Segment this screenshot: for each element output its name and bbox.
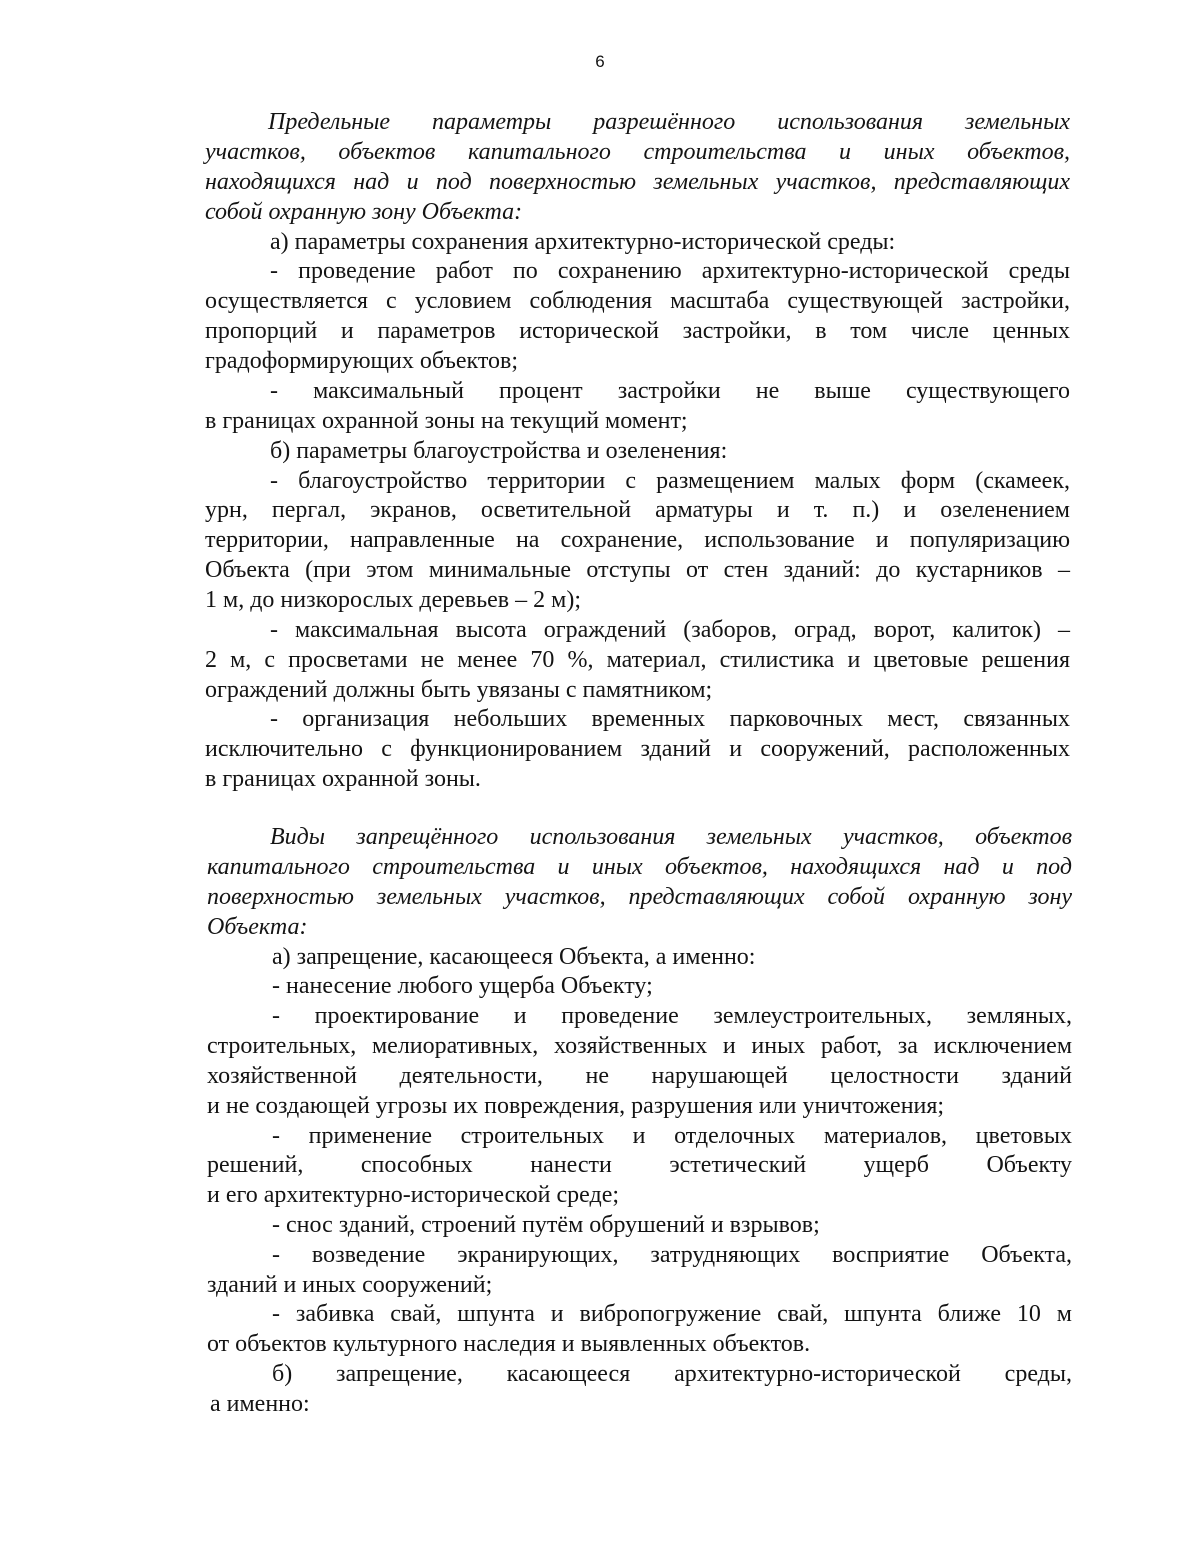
section1-text-line: территории, направленные на сохранение, использование и популяризацию [205,527,1070,553]
section1-text-line: 1 м, до низкорослых деревьев – 2 м); [205,587,581,613]
section1-text-line: ограждений должны быть увязаны с памятником; [205,677,713,703]
section1-text-line: исключительно с функционированием зданий и сооружений, расположенных [205,736,1070,762]
section2-text-line: б) запрещение, касающееся архитектурно-исторической среды, [272,1361,1072,1387]
section2-text-line: - снос зданий, строений путём обрушений и взрывов; [272,1212,820,1238]
section2-heading-line: капитального строительства и иных объектов, находящихся над и под [207,854,1072,880]
section2-text-line: и его архитектурно-исторической среде; [207,1182,620,1208]
section1-heading-line: собой охранную зону Объекта: [205,199,523,225]
section2-text-line: хозяйственной деятельности, не нарушающей целостности зданий [207,1063,1072,1089]
section2-text-line: - проектирование и проведение землеустроительных, земляных, [272,1003,1072,1029]
section1-text-line: - благоустройство территории с размещением малых форм (скамеек, [270,468,1070,494]
section2-text-line: и не создающей угрозы их повреждения, разрушения или уничтожения; [207,1093,945,1119]
section2-text-line: а именно: [210,1391,310,1417]
section1-text-line: а) параметры сохранения архитектурно-исторической среды: [270,229,896,255]
section2-text-line: - применение строительных и отделочных материалов, цветовых [272,1123,1072,1149]
section1-text-line: Объекта (при этом минимальные отступы от стен зданий: до кустарников – [205,557,1070,583]
section2-text-line: - нанесение любого ущерба Объекту; [272,973,653,999]
page-number: 6 [595,52,605,71]
section2-text-line: а) запрещение, касающееся Объекта, а именно: [272,944,756,970]
section2-text-line: - забивка свай, шпунта и вибропогружение свай, шпунта ближе 10 м [272,1301,1072,1327]
section2-text-line: - возведение экранирующих, затрудняющих восприятие Объекта, [272,1242,1072,1268]
section1-text-line: - организация небольших временных парковочных мест, связанных [270,706,1070,732]
section2-heading-line: Объекта: [207,914,308,940]
section1-text-line: - проведение работ по сохранению архитектурно-исторической среды [270,258,1070,284]
section1-text-line: в границах охранной зоны. [205,766,481,792]
section1-text-line: осуществляется с условием соблюдения масштаба существующей застройки, [205,288,1070,314]
section2-heading-line: поверхностью земельных участков, представляющих собой охранную зону [207,884,1072,910]
section2-heading-line: Виды запрещённого использования земельных участков, объектов [270,824,1072,850]
section1-heading-line: находящихся над и под поверхностью земельных участков, представляющих [205,169,1070,195]
section2-text-line: зданий и иных сооружений; [207,1272,493,1298]
section2-text-line: от объектов культурного наследия и выявленных объектов. [207,1331,811,1357]
section1-text-line: - максимальный процент застройки не выше существующего [270,378,1070,404]
section1-text-line: градоформирующих объектов; [205,348,519,374]
section2-text-line: решений, способных нанести эстетический ущерб Объекту [207,1152,1072,1178]
section1-text-line: б) параметры благоустройства и озеленения: [270,438,728,464]
section1-text-line: - максимальная высота ограждений (заборов, оград, ворот, калиток) – [270,617,1070,643]
section1-text-line: в границах охранной зоны на текущий момент; [205,408,688,434]
section1-text-line: урн, пергал, экранов, осветительной арматуры и т. п.) и озеленением [205,497,1070,523]
section1-heading-line: участков, объектов капитального строительства и иных объектов, [205,139,1070,165]
section1-text-line: пропорций и параметров исторической застройки, в том числе ценных [205,318,1070,344]
section2-text-line: строительных, мелиоративных, хозяйственных и иных работ, за исключением [207,1033,1072,1059]
section1-heading-line: Предельные параметры разрешённого использования земельных [268,109,1070,135]
section1-text-line: 2 м, с просветами не менее 70 %, материал, стилистика и цветовые решения [205,647,1070,673]
